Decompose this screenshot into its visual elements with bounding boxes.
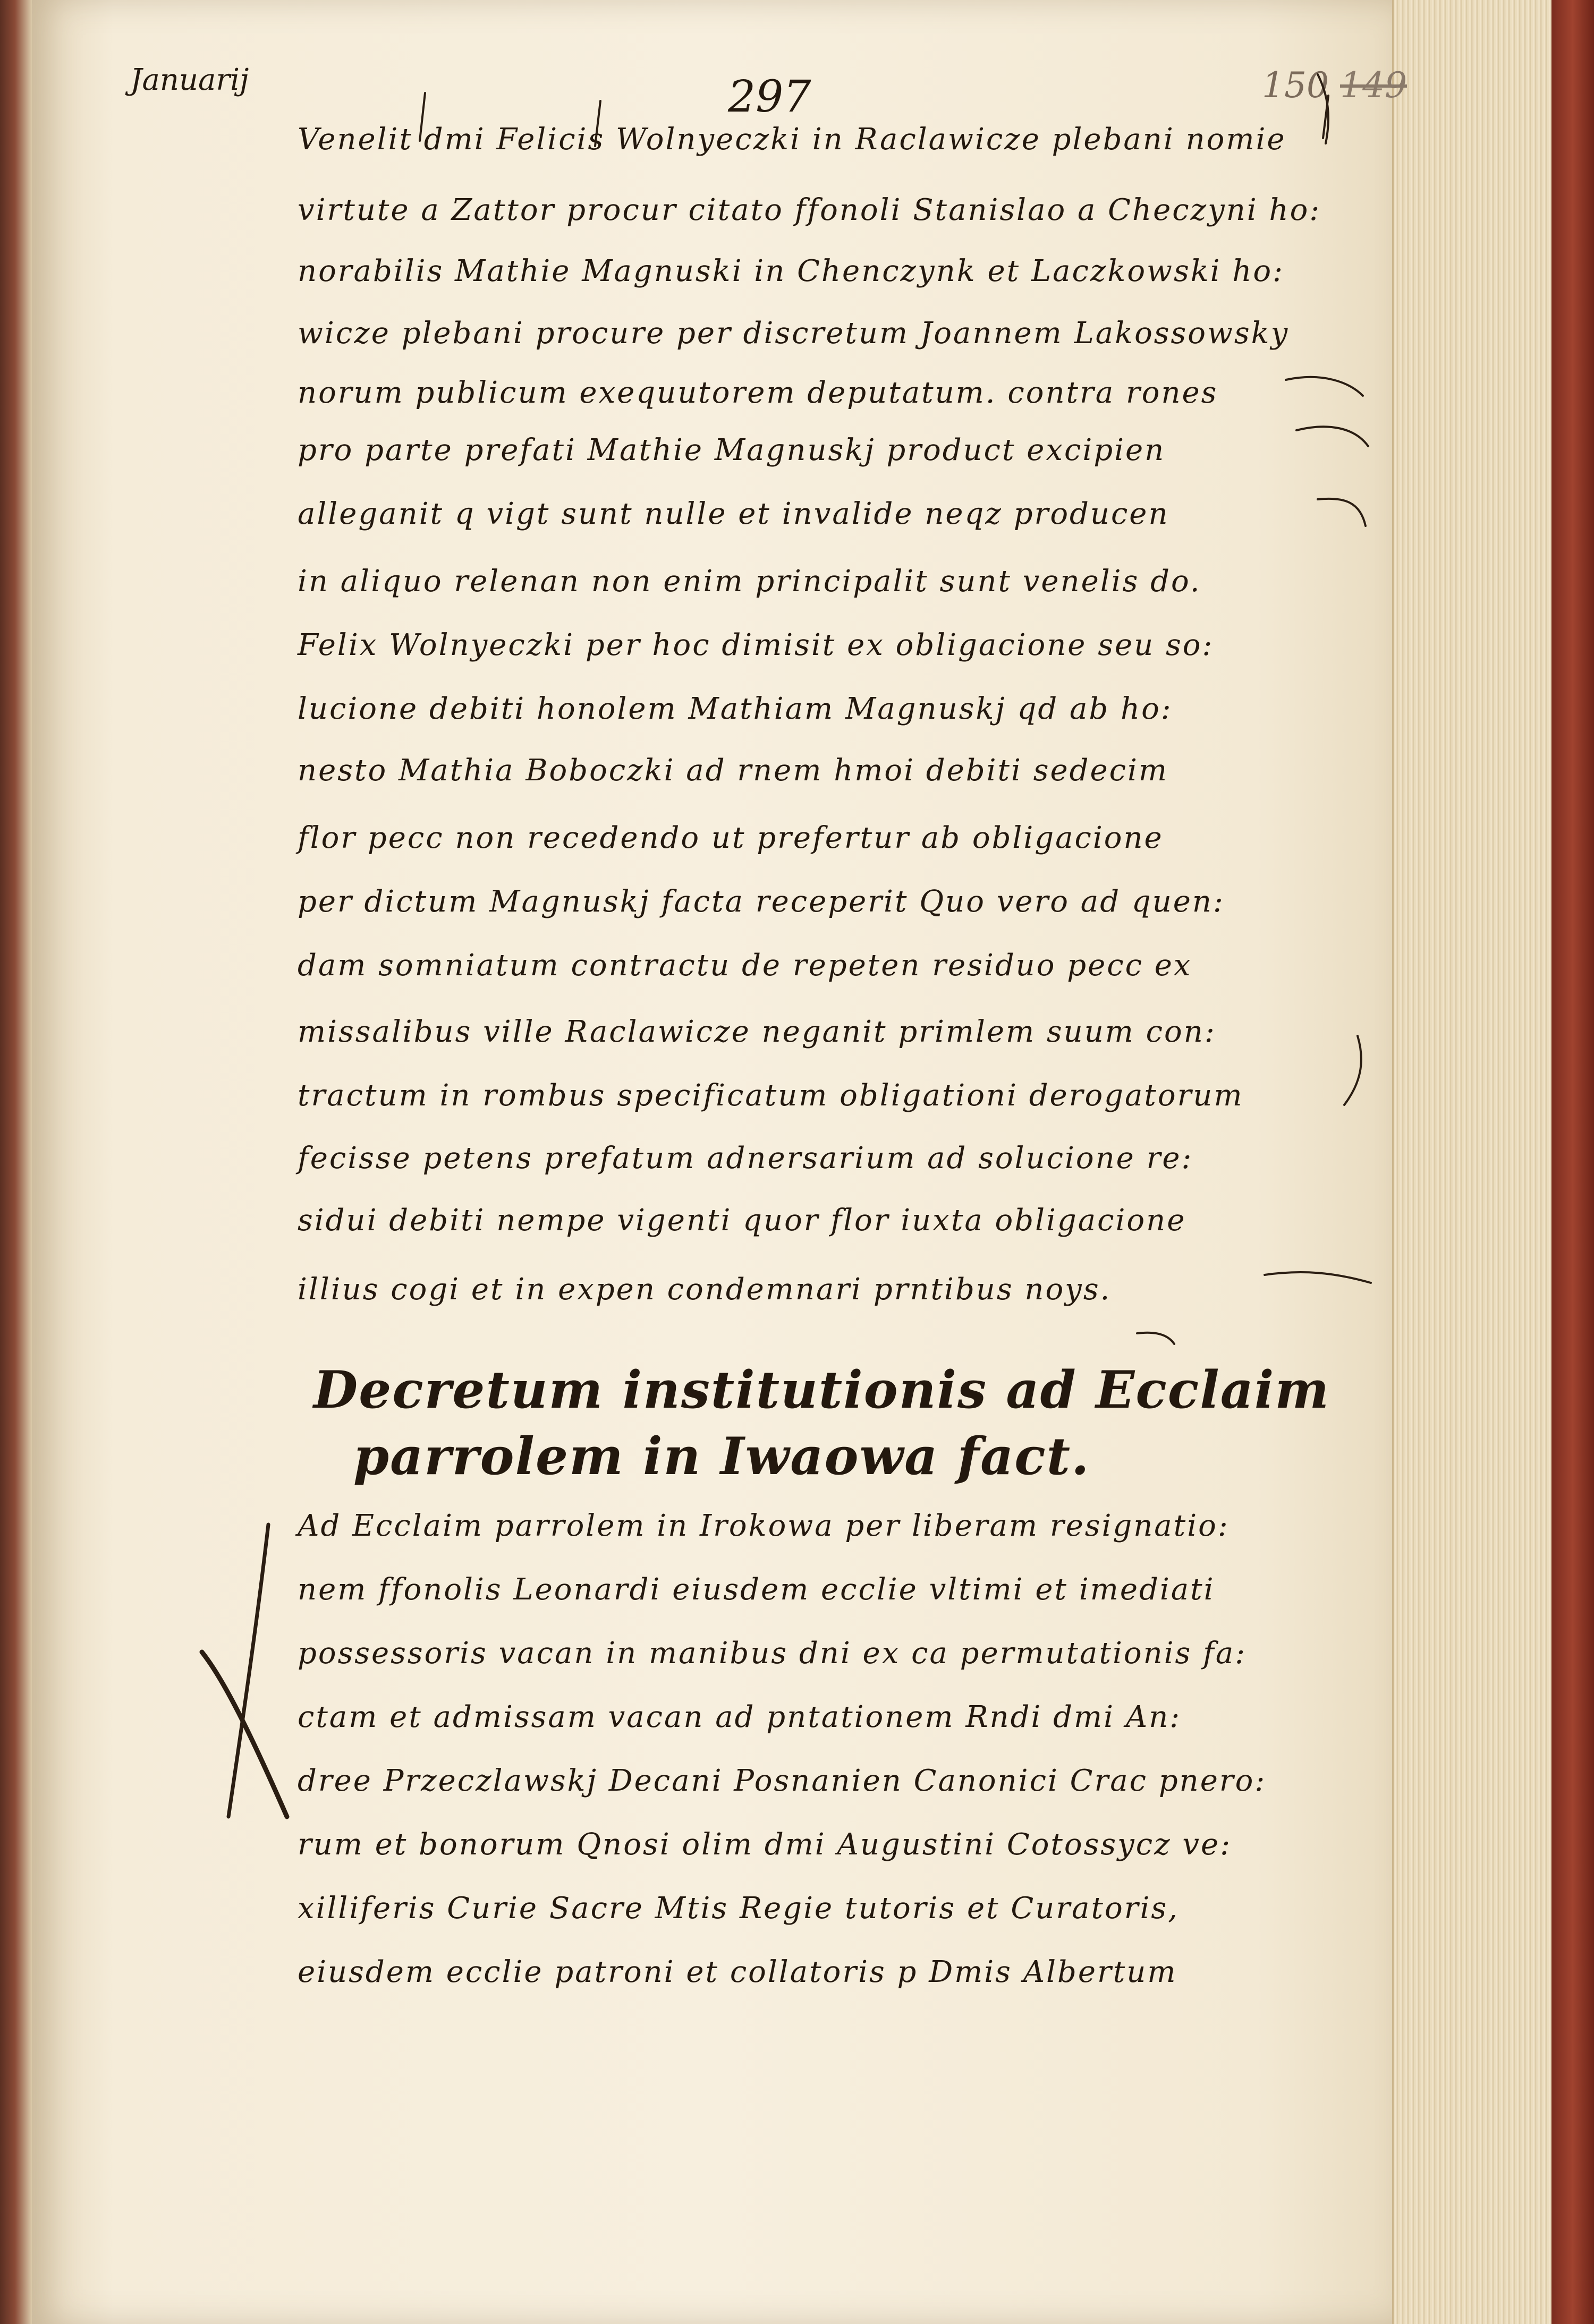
- text-line: Ad Ecclaim parrolem in Irokowa per liberam resignatio:: [298, 1509, 1230, 1543]
- line-end-flourish: [1318, 499, 1366, 526]
- text-line: eiusdem ecclie patroni et collatoris p Dmis Albertum: [298, 1955, 1177, 1989]
- decree-heading-line-2: parrolem in Iwaowa fact.: [353, 1426, 1090, 1486]
- text-line: illius cogi et in expen condemnari prntibus noys.: [298, 1272, 1112, 1307]
- line-end-flourish: [1296, 427, 1368, 446]
- text-line: Felix Wolnyeczki per hoc dimisit ex obligacione seu so:: [298, 628, 1214, 662]
- text-line: nem ffonolis Leonardi eiusdem ecclie vltimi et imediati: [298, 1572, 1215, 1607]
- text-line: in aliquo relenan non enim principalit sunt venelis do.: [298, 564, 1201, 599]
- text-line: norum publicum exequutorem deputatum. contra rones: [298, 376, 1218, 410]
- text-line: per dictum Magnuskj facta receperit Quo vero ad quen:: [298, 884, 1225, 919]
- old-folio-current: 150: [1262, 65, 1329, 106]
- text-line: virtute a Zattor procur citato ffonoli Stanislao a Checzyni ho:: [298, 193, 1321, 227]
- tick-mark: [420, 93, 425, 141]
- running-head: Januarij: [130, 63, 249, 97]
- text-line: missalibus ville Raclawicze neganit primlem suum con:: [298, 1015, 1216, 1049]
- margin-cross-mark: [202, 1652, 287, 1817]
- text-line: sidui debiti nempe vigenti quor flor iuxta obligacione: [298, 1203, 1186, 1238]
- text-line: wicze plebani procure per discretum Joannem Lakossowsky: [298, 316, 1290, 351]
- text-line: xilliferis Curie Sacre Mtis Regie tutoris et Curatoris,: [298, 1891, 1179, 1926]
- folio-number: 297: [728, 72, 811, 122]
- line-end-flourish: [1265, 1272, 1371, 1283]
- text-line: dam somniatum contractu de repeten residuo pecc ex: [298, 948, 1192, 983]
- text-line: flor pecc non recedendo ut prefertur ab obligacione: [298, 821, 1164, 855]
- line-end-flourish: [1344, 1036, 1361, 1105]
- text-line: norabilis Mathie Magnuski in Chenczynk et Laczkowski ho:: [298, 254, 1284, 288]
- old-folio-struck: 149: [1339, 65, 1407, 106]
- text-line: fecisse petens prefatum adnersarium ad solucione re:: [298, 1141, 1193, 1176]
- margin-cross-mark: [228, 1525, 268, 1817]
- text-line: pro parte prefati Mathie Magnuskj product excipien: [298, 433, 1166, 467]
- text-line: rum et bonorum Qnosi olim dmi Augustini Cotossycz ve:: [298, 1827, 1232, 1862]
- text-line: dree Przeczlawskj Decani Posnanien Canonici Crac pnero:: [298, 1764, 1267, 1798]
- text-line: possessoris vacan in manibus dni ex ca permutationis fa:: [298, 1636, 1247, 1671]
- text-line: tractum in rombus specificatum obligationi derogatorum: [298, 1078, 1244, 1113]
- text-line: nesto Mathia Boboczki ad rnem hmoi debiti sedecim: [298, 753, 1169, 788]
- line-end-flourish: [1137, 1333, 1174, 1344]
- text-line: Venelit dmi Felicis Wolnyeczki in Raclawicze plebani nomie: [298, 122, 1286, 157]
- tick-mark: [595, 101, 600, 146]
- text-line: alleganit q vigt sunt nulle et invalide neqz producen: [298, 497, 1169, 531]
- line-end-flourish: [1286, 377, 1363, 396]
- text-line: ctam et admissam vacan ad pntationem Rndi dmi An:: [298, 1700, 1182, 1734]
- decree-heading-line-1: Decretum institutionis ad Ecclaim: [313, 1360, 1330, 1420]
- text-line: lucione debiti honolem Mathiam Magnuskj qd ab ho:: [298, 692, 1173, 726]
